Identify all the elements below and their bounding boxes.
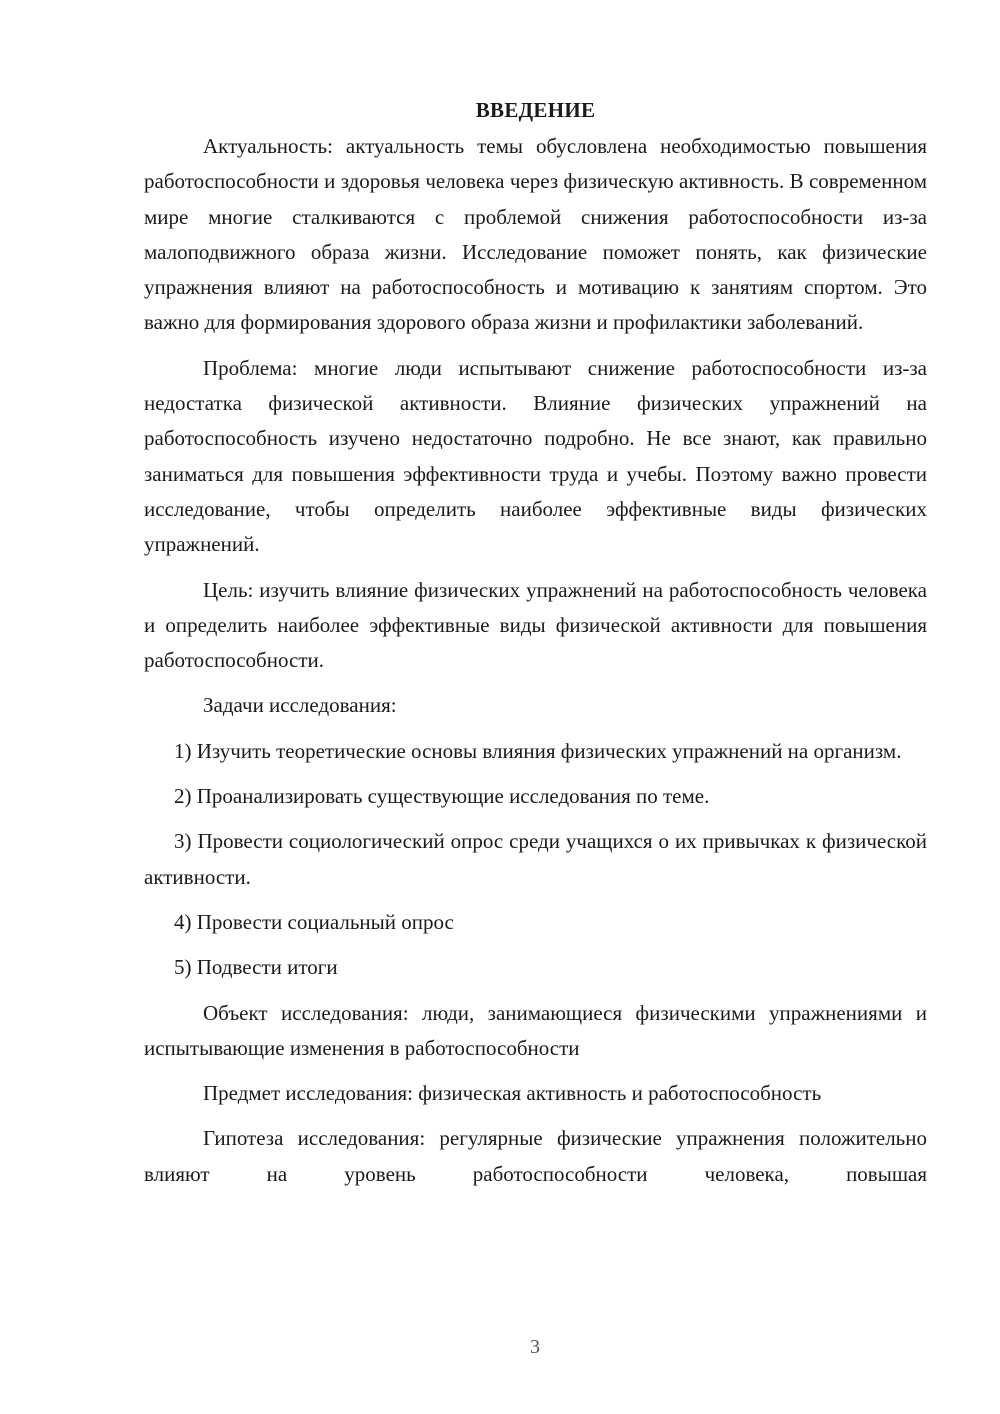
document-page	[144, 95, 927, 1202]
tasks-list	[144, 734, 927, 986]
paragraph-hypothesis: Гипотеза исследования: регулярные физические упражнения положительно влияют на уровень работоспособности человека, повышая	[144, 1126, 927, 1186]
task-item-4: 4) Провести социальный опрос	[174, 909, 454, 934]
paragraph-object: Объект исследования: люди, занимающиеся физическими упражнениями и испытывающие изменения в работоспособности	[144, 1000, 927, 1060]
task-item-3: 3) Провести социологический опрос среди учащихся о их привычках к физической активности.	[144, 829, 927, 889]
paragraph-problem: Проблема: многие люди испытывают снижение работоспособности из-за недостатка физической активности. Влияние физических упражнений на работоспособность изучено недостаточно подробно. Не все знают, как правильно заниматься для повышения эффективности труда и учебы. Поэтому важно провести исследование, чтобы определить наиболее эффективные виды физических упражнений.	[144, 355, 927, 557]
paragraph-subject: Предмет исследования: физическая активность и работоспособность	[203, 1081, 822, 1106]
task-item-5: 5) Подвести итоги	[174, 955, 338, 980]
page-number: 3	[530, 1336, 540, 1358]
task-item-2: 2) Проанализировать существующие исследования по теме.	[174, 784, 710, 809]
tasks-heading: Задачи исследования:	[203, 693, 397, 718]
section-title: ВВЕДЕНИЕ	[475, 98, 596, 122]
task-item-1: 1) Изучить теоретические основы влияния физических упражнений на организм.	[174, 738, 902, 763]
paragraph-goal: Цель: изучить влияние физических упражнений на работоспособность человека и определить наиболее эффективные виды физической активности для повышения работоспособности.	[144, 577, 927, 673]
paragraph-relevance: Актуальность: актуальность темы обусловлена необходимостью повышения работоспособности и здоровья человека через физическую активность. В современном мире многие сталкиваются с проблемой снижения работоспособности из-за малоподвижного образа жизни. Исследование поможет понять, как физические упражнения влияют на работоспособность и мотивацию к занятиям спортом. Это важно для формирования здорового образа жизни и профилактики заболеваний.	[144, 134, 927, 335]
